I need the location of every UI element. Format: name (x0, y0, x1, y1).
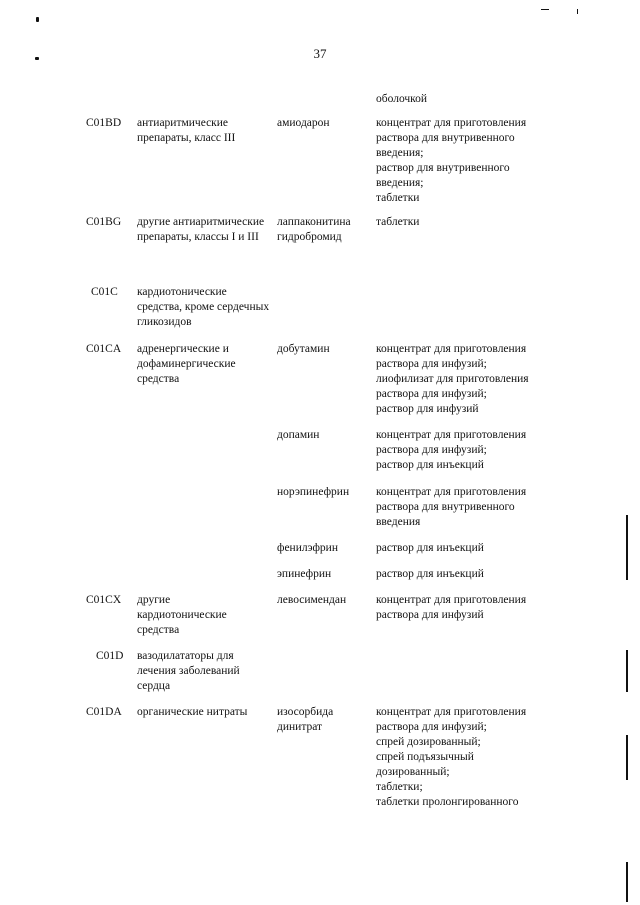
atc-code: C01CA (86, 343, 122, 355)
drug-name: норэпинефрин (277, 486, 350, 498)
dosage-forms (376, 593, 526, 623)
dosage-form-line: раствор для внутривенного (376, 162, 510, 174)
drug-name: эпинефрин (277, 568, 332, 580)
dosage-form-line: раствор для инфузий (376, 403, 479, 415)
continuation-form: оболочкой (376, 93, 428, 105)
dosage-form-line: концентрат для приготовления (376, 594, 527, 606)
dosage-forms (376, 215, 419, 230)
group-name: органические нитраты (137, 706, 248, 718)
drug-name: добутамин (277, 343, 330, 355)
dosage-form-line: таблетки пролонгированного (376, 796, 519, 808)
dosage-form-line: спрей подъязычный (376, 751, 474, 763)
scan-edge-line (626, 650, 628, 692)
group-name: кардиотонические средства, кроме сердечных гликозидов (137, 286, 270, 328)
scan-edge-line (626, 515, 628, 580)
dosage-form-line: раствора для инфузий (376, 609, 484, 621)
drug-name: амиодарон (277, 117, 330, 129)
drug-name: лаппаконитина гидробромид (277, 216, 351, 243)
atc-code: C01CX (86, 594, 122, 606)
scan-mark (36, 17, 39, 22)
dosage-form-line: концентрат для приготовления (376, 117, 527, 129)
drug-name: фенилэфрин (277, 542, 338, 554)
group-name: другие антиаритмические препараты, классы I и III (137, 216, 265, 243)
dosage-form-line: введения; (376, 177, 424, 189)
dosage-form-line: раствора для инфузий; (376, 444, 487, 456)
dosage-form-line: раствор для инъекций (376, 568, 484, 580)
dosage-form-line: лиофилизат для приготовления (376, 373, 529, 385)
dosage-form-line: концентрат для приготовления (376, 429, 527, 441)
atc-code: C01BD (86, 117, 122, 129)
dosage-forms (376, 116, 526, 206)
group-name: вазодилататоры для лечения заболеваний сердца (137, 650, 240, 692)
dosage-form-line: раствора для инфузий; (376, 721, 487, 733)
dosage-form-line: раствора для инфузий; (376, 388, 487, 400)
group-name: антиаритмические препараты, класс III (137, 117, 236, 144)
dosage-forms (376, 342, 529, 417)
atc-code: C01BG (86, 216, 122, 228)
dosage-form-line: спрей дозированный; (376, 736, 481, 748)
dosage-forms (376, 428, 526, 473)
drug-name: левосимендан (277, 594, 347, 606)
dosage-form-line: дозированный; (376, 766, 450, 778)
dosage-form-line: раствора для инфузий; (376, 358, 487, 370)
dosage-forms (376, 567, 484, 582)
dosage-form-line: введения; (376, 147, 424, 159)
dosage-form-line: концентрат для приготовления (376, 343, 527, 355)
scan-edge-line (626, 735, 628, 780)
atc-code: C01DA (86, 706, 122, 718)
dosage-form-line: раствора для внутривенного (376, 132, 515, 144)
drug-name: изосорбида динитрат (277, 706, 334, 733)
group-name: другие кардиотонические средства (137, 594, 227, 636)
dosage-forms (376, 541, 484, 556)
scan-mark (541, 9, 549, 10)
dosage-form-line: концентрат для приготовления (376, 706, 527, 718)
dosage-form-line: таблетки (376, 216, 420, 228)
group-name: адренергические и дофаминергические средства (137, 343, 236, 385)
atc-code: C01C (91, 286, 118, 298)
dosage-form-line: таблетки (376, 192, 420, 204)
scan-edge-line (626, 862, 628, 902)
drug-name: допамин (277, 429, 320, 441)
scan-mark (577, 9, 578, 14)
dosage-form-line: раствор для инъекций (376, 459, 484, 471)
atc-code: C01D (96, 650, 124, 662)
dosage-forms (376, 705, 526, 810)
page-number: 37 (313, 46, 327, 61)
dosage-forms (376, 485, 526, 530)
dosage-form-line: концентрат для приготовления (376, 486, 527, 498)
dosage-form-line: таблетки; (376, 781, 423, 793)
dosage-form-line: раствор для инъекций (376, 542, 484, 554)
dosage-form-line: введения (376, 516, 421, 528)
dosage-form-line: раствора для внутривенного (376, 501, 515, 513)
